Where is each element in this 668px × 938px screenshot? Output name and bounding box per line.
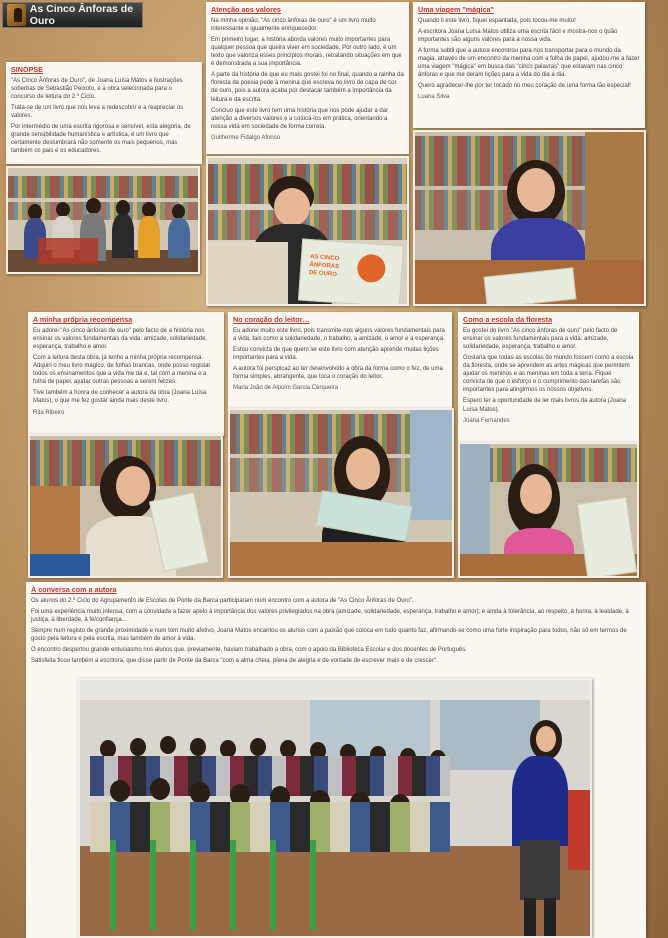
photo-audience-with-author bbox=[78, 678, 592, 938]
book-cover: AS CINCO ÂNFORAS DE OURO bbox=[298, 239, 404, 306]
sinopse-paragraph: "As Cinco Ânforas de Ouro", de Joana Luísa Matos e ilustrações soberbas de Sebastião Peixoto, é a obra selecionada para o concurso de leitura do 2.º Ciclo. bbox=[11, 77, 183, 100]
page-title: As Cinco Ânforas de Ouro bbox=[29, 3, 134, 27]
recompensa-card bbox=[28, 312, 224, 436]
floresta-paragraph: Eu gostei do livro "As cinco ânforas de ouro" pelo facto de ensinar os valores fundamentais para a vida: amizade, solidariedade, esperança, trabalho e amor. bbox=[463, 327, 618, 350]
atencao-paragraph: A parte da história de que eu mais gostei foi no final, quando a rainha da floresta da poesia pede à menina que escreva no livro de capa de cor de ouro, pois a autora acaba por destacar também a importância da leitura e da escrita. bbox=[211, 72, 404, 103]
sinopse-paragraph: Por intermédio de uma escrita rigorosa e sensível, esta alegoria, de grande sensibilidade humanística e artística, é um livro que certamente deslumbrará não somente os mais pequenos, mas também os pais e os educadores. bbox=[11, 124, 191, 155]
amphora-logo-icon bbox=[7, 4, 26, 26]
recompensa-paragraph: Eu adorei "As cinco ânforas de ouro" pelo facto de a história nos ensinar os valores fundamentais da vida: amizade, solidariedade, esperança, trabalho e amor. bbox=[33, 327, 208, 350]
viagem-paragraph: Quero agradecer-lhe por ter tocado no meu coração de uma forma tão especial! bbox=[418, 83, 631, 90]
recompensa-paragraph: Com a leitura desta obra, já tenho a minha própria recompensa. Adquiri o meu livro mágico, de folhas brancas, onde posso registar todos os ensinamentos que a vida me dá e, tal com a menina e a folha de papel, ajudar outras pessoas a serem felizes. bbox=[33, 355, 211, 386]
conversa-paragraph: O encontro despertou grande entusiasmo nos alunos que, previamente, haviam trabalhado a obra, com o apoio da Biblioteca Escolar e dos docentes de Português. bbox=[31, 647, 467, 654]
atencao-paragraph: Na minha opinião, "As cinco ânforas de ouro" é um livro muito interessante e igualmente enriquecedor. bbox=[211, 17, 376, 32]
sinopse-heading: SINOPSE bbox=[11, 65, 43, 74]
conversa-paragraph: Foi uma experiência muito intensa, com a convidada a fazer apelo à importância dos valores privilegiados na obra (amizade, solidariedade, esperança, trabalho e amor); e ainda à tolerância, ao respeito, à honra, à lealdade, à justiça, à liberdade, à fé/confiança… bbox=[31, 608, 629, 623]
coracao-paragraph: A autora foi perspicaz ao ter desenvolvido a obra da forma como o fez, de uma forma simples, abrangente, que toca o coração do leitor. bbox=[233, 366, 443, 381]
atencao-paragraph: Concluo que este livro tem uma história que nos pode ajudar a dar atenção a diversos valores e a colocá-los em prática, orientando a nossa vida em sociedade de forma correta. bbox=[211, 107, 389, 130]
floresta-card bbox=[458, 312, 639, 442]
photo-students-library bbox=[6, 166, 200, 274]
viagem-paragraph: A forma subtil que a autora encontrou para nos transportar para o mundo da magia, através de um encontro da menina com a folha de papel, ajudou-me a fazer uma viagem "mágica" em busca das "cinco palavras" que estavam nas cinco ânforas e que me deram lições para a vida do dia a dia. bbox=[418, 48, 640, 79]
photo-girl-smiling bbox=[413, 130, 646, 306]
floresta-paragraph: Espero ter a oportunidade de ler mais livros da autora (Joana Luísa Matos). bbox=[463, 398, 627, 413]
recompensa-author: Rita Ribeiro bbox=[33, 409, 65, 416]
coracao-heading: No coração do leitor… bbox=[233, 315, 310, 324]
photo-boy-with-book bbox=[206, 156, 409, 306]
conversa-paragraph: Sempre num registo de grande proximidade e num tom muito afetivo, Joana Matos encantou os alunos com a paixão que coloca em tudo quanto faz, afirmando-se como uma forte inspiração para todos, não só em termos de gosto pela leitura e pela escrita, mas também de amor à vida. bbox=[31, 628, 627, 643]
coracao-paragraph: Eu adorei muito este livro, pois transmite-nos alguns valores fundamentais para a vida, tais como a solidariedade, o trabalho, a amizade, o amor e a esperança. bbox=[233, 327, 445, 342]
recompensa-paragraph: Tive também a honra de conhecer a autora da obra (Joana Luísa Matos), o que me fez gostar ainda mais deste livro. bbox=[33, 390, 207, 405]
atencao-paragraph: Em primeiro lugar, a história aborda valores muito importantes para qualquer pessoa que queira viver em sociedade. Por outro lado, é um texto que valoriza esses princípios morais, retratando situações em que é demonstrada a sua importância. bbox=[211, 36, 402, 68]
floresta-paragraph: Gostaria que todas as escolas do mundo fossem como a escola da floresta, onde se aprendem as artes mágicas que permitem ajudar os meninos e as meninas em toda a terra. Fiquei convicta de que o esforço e o cumprimento das tarefas são importantes para atingirmos os nossos objetivos. bbox=[463, 355, 634, 394]
coracao-paragraph: Estou convicta de que quem ler este livro com atenção aprende muitas lições importantes para a vida. bbox=[233, 346, 439, 361]
sinopse-card bbox=[6, 62, 202, 164]
coracao-card bbox=[228, 312, 452, 408]
viagem-card bbox=[413, 2, 645, 128]
viagem-paragraph: A escritora Joana Luísa Matos utiliza uma escrita fácil e mostra-nos o quão importantes são alguns valores para a nossa vida. bbox=[418, 28, 618, 43]
viagem-heading: Uma viagem "mágica" bbox=[418, 5, 494, 14]
floresta-heading: Como a escola da floresta bbox=[463, 315, 553, 324]
conversa-heading: À conversa com a autora bbox=[31, 585, 117, 594]
viagem-author: Luana Silva bbox=[418, 94, 450, 101]
atencao-card bbox=[206, 2, 409, 154]
conversa-paragraph: Os alunos do 2.º Ciclo do Agrupamento de Escolas de Ponte da Barca participaram num encontro com a autora de "As Cinco Ânforas de Ouro". bbox=[31, 597, 414, 604]
sinopse-paragraph: Trata-se de um livro que nos leva a redescobrir e a reapreciar os valores. bbox=[11, 105, 184, 120]
conversa-paragraph: Satisfeita ficou também a escritora, que disse partir de Ponte da Barca "com a alma cheia, plena de alegria e de vontade de escrever mais e de crescer". bbox=[31, 658, 438, 665]
photo-girl-at-table bbox=[228, 408, 454, 578]
coracao-author: Maria João de Alpoim Garcia Cerqueira bbox=[233, 385, 339, 392]
viagem-paragraph: Quando li este livro, fiquei espantada, pois tocou-me muito! bbox=[418, 17, 576, 24]
photo-girl-reading bbox=[28, 434, 223, 578]
floresta-author: Joana Fernandes bbox=[463, 417, 510, 424]
photo-girl-pink bbox=[458, 442, 639, 578]
atencao-author: Guilherme Fidalgo Afonso bbox=[211, 134, 281, 141]
header-title-bar bbox=[2, 2, 143, 28]
recompensa-heading: A minha própria recompensa bbox=[33, 315, 133, 324]
atencao-heading: Atenção aos valores bbox=[211, 5, 281, 14]
